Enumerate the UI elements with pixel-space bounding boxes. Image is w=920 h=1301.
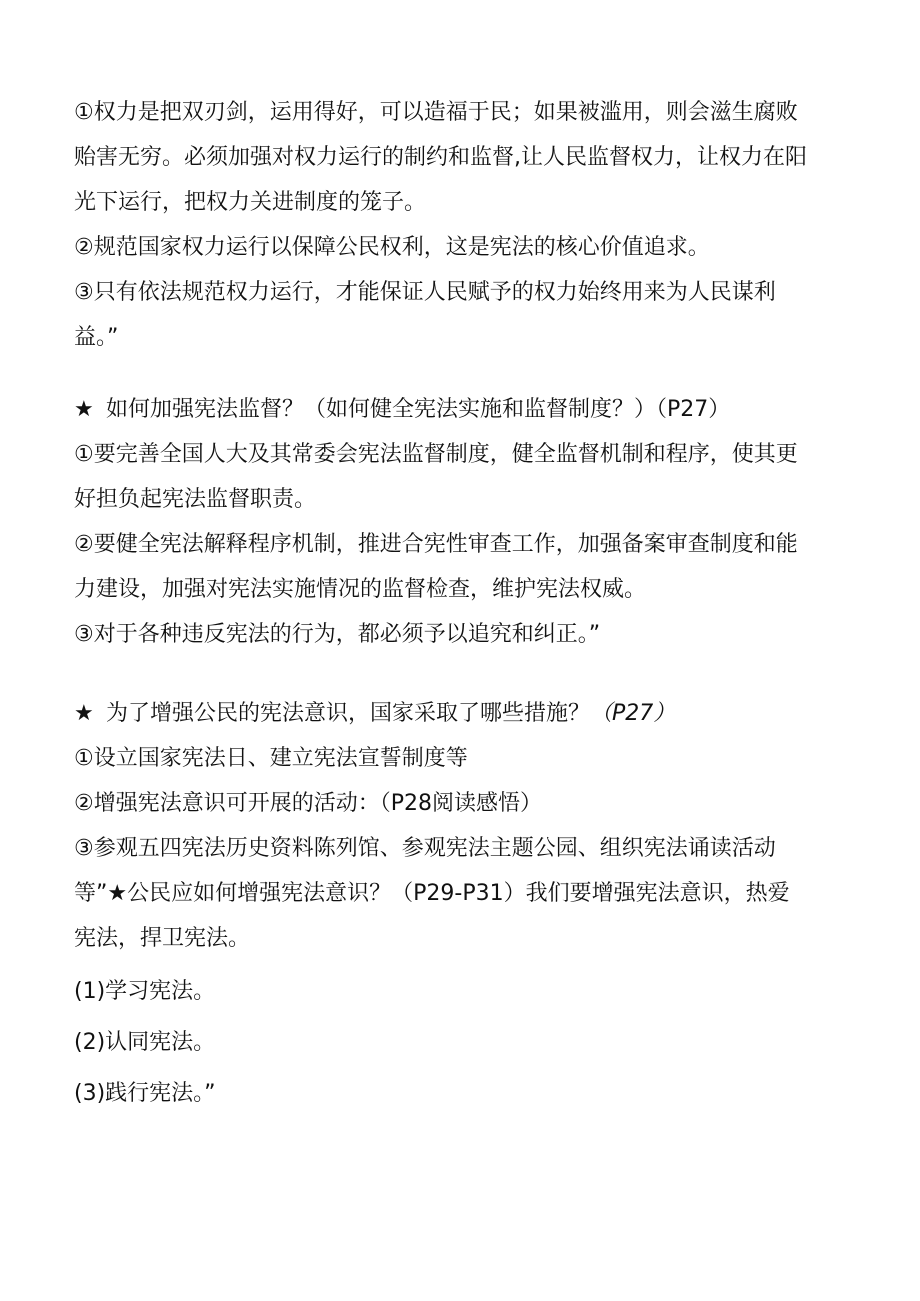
list-item: (2)认同宪法。 (74, 1030, 216, 1055)
answer-line: 宪法，捍卫宪法。 (74, 926, 251, 951)
answer-line: 好担负起宪法监督职责。 (74, 487, 317, 512)
list-item: (3)践行宪法。” (74, 1081, 216, 1106)
section-constitution-supervision (74, 387, 854, 657)
answer-line: 等”★公民应如何增强宪法意识？（P29-P31）我们要增强宪法意识，热爱 (74, 881, 790, 906)
section-power-supervision (74, 90, 854, 360)
question-text: 为了增强公民的宪法意识，国家采取了哪些措施？ (106, 701, 591, 726)
question-text: 如何加强宪法监督？（如何健全宪法实施和监督制度？）（P27） (106, 397, 731, 422)
paragraph-line: 贻害无穷。必须加强对权力运行的制约和监督,让人民监督权力，让权力在阳 (74, 145, 807, 170)
star-icon: ★ (74, 397, 94, 422)
answer-line: ②增强宪法意识可开展的活动：（P28阅读感悟） (74, 791, 542, 816)
answer-line: ③对于各种违反宪法的行为，都必须予以追究和纠正。” (74, 622, 601, 647)
answer-line: ②要健全宪法解释程序机制，推进合宪性审查工作，加强备案审查制度和能 (74, 532, 798, 557)
star-icon: ★ (74, 701, 94, 726)
section-awareness-steps (74, 966, 854, 1119)
question-heading (74, 387, 854, 432)
answer-line: 力建设，加强对宪法实施情况的监督检查，维护宪法权威。 (74, 577, 647, 602)
paragraph-line: 光下运行，把权力关进制度的笼子。 (74, 190, 427, 215)
answer-line: ①要完善全国人大及其常委会宪法监督制度，健全监督机制和程序，使其更 (74, 442, 798, 467)
paragraph-line: 益。” (74, 325, 119, 350)
paragraph-line: ③只有依法规范权力运行，才能保证人民赋予的权力始终用来为人民谋利 (74, 280, 776, 305)
answer-line: ③参观五四宪法历史资料陈列馆、参观宪法主题公园、组织宪法诵读活动 (74, 836, 776, 861)
list-item: (1)学习宪法。 (74, 979, 216, 1004)
question-heading (74, 691, 854, 736)
answer-line: ①设立国家宪法日、建立宪法宣誓制度等 (74, 746, 468, 771)
section-citizen-awareness (74, 691, 854, 961)
page-reference: （P27） (590, 701, 676, 726)
paragraph-line: ①权力是把双刃剑，运用得好，可以造福于民；如果被滥用，则会滋生腐败 (74, 100, 798, 125)
paragraph-line: ②规范国家权力运行以保障公民权利，这是宪法的核心价值追求。 (74, 235, 710, 260)
